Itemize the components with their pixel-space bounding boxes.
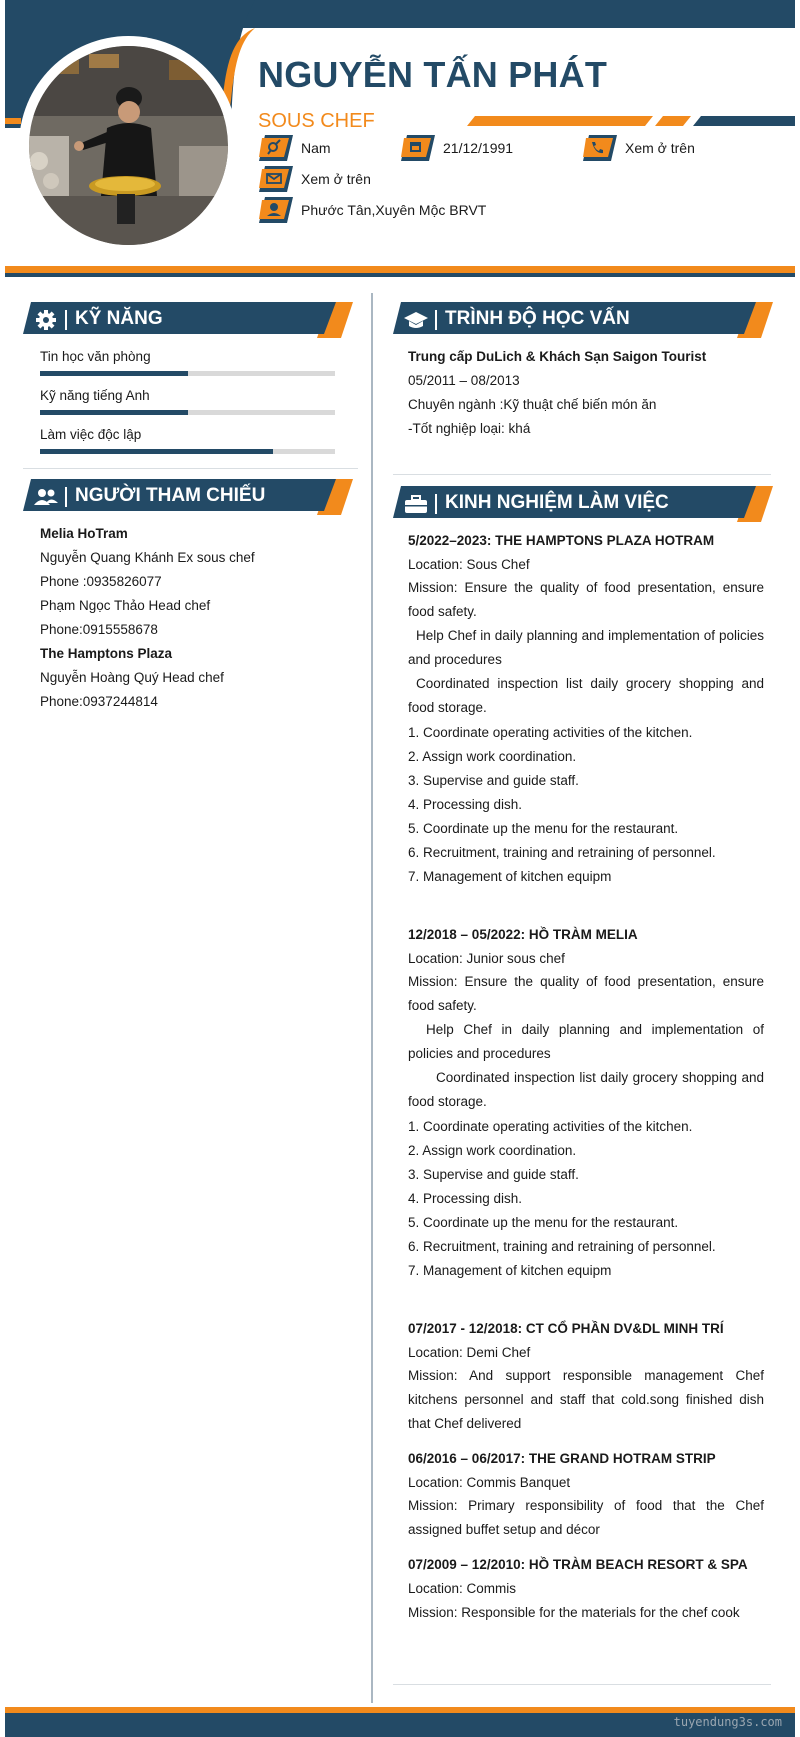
reference-line: Phone:0915558678 [40, 622, 158, 637]
experience-title-text: KINH NGHIỆM LÀM VIỆC [445, 492, 669, 513]
skill-bar [40, 449, 335, 454]
reference-line: Phone:0937244814 [40, 694, 158, 709]
job-inspect: Coordinated inspection list daily grocery shopping and food storage. [408, 1070, 764, 1109]
gender-item [259, 135, 331, 161]
education-title-text: TRÌNH ĐỘ HỌC VẤN [445, 308, 630, 329]
title-separator [65, 310, 67, 330]
references-section-title [23, 479, 353, 515]
email-value: Xem ở trên [301, 171, 371, 187]
job-heading: 07/2017 - 12/2018: CT CỔ PHẦN DV&DL MINH TRÍ [408, 1321, 724, 1336]
reference-line: Phone :0935826077 [40, 574, 162, 589]
education-major: Chuyên ngành :Kỹ thuật chế biến món ăn [408, 397, 657, 412]
section-divider [393, 1684, 771, 1685]
column-divider [371, 293, 373, 1703]
users-icon [33, 485, 59, 509]
reference-line: The Hamptons Plaza [40, 646, 173, 661]
candidate-name: NGUYỄN TẤN PHÁT [258, 54, 608, 95]
experience-section-title [393, 486, 773, 522]
job-task: 1. Coordinate operating activities of the kitchen. [408, 725, 693, 740]
skill-bar [40, 410, 335, 415]
job-mission: Mission: Primary responsibility of food that the Chef assigned buffet setup and décor [408, 1498, 764, 1537]
gear-icon [33, 308, 59, 332]
skills-title-text: KỸ NĂNG [75, 308, 163, 329]
education-section-title [393, 302, 773, 338]
phone-item [583, 135, 695, 161]
skill-bar [40, 371, 335, 376]
job-heading: 06/2016 – 06/2017: THE GRAND HOTRAM STRIP [408, 1451, 716, 1466]
address-value: Phước Tân,Xuyên Mộc BRVT [301, 202, 487, 218]
birthday-value: 21/12/1991 [443, 140, 514, 156]
title-separator [435, 494, 437, 514]
job-inspect: Coordinated inspection list daily grocery shopping and food storage. [408, 676, 764, 715]
job-mission: Mission: Responsible for the materials for the chef cook [408, 1605, 740, 1620]
reference-line: Phạm Ngọc Thảo Head chef [40, 598, 211, 613]
phone-icon [583, 135, 617, 161]
job-task: 2. Assign work coordination. [408, 1143, 577, 1158]
education-grade: -Tốt nghiệp loại: khá [408, 421, 531, 436]
job-heading: 5/2022–2023: THE HAMPTONS PLAZA HOTRAM [408, 533, 715, 548]
birthday-item [401, 135, 513, 161]
job-task: 4. Processing dish. [408, 797, 523, 812]
address-item [259, 197, 486, 223]
job-task: 3. Supervise and guide staff. [408, 1167, 579, 1182]
job-task: 5. Coordinate up the menu for the restaurant. [408, 1215, 679, 1230]
job-task: 2. Assign work coordination. [408, 749, 577, 764]
job-task: 5. Coordinate up the menu for the restaurant. [408, 821, 679, 836]
job-task: 7. Management of kitchen equipm [408, 1263, 612, 1278]
job-help: Help Chef in daily planning and implementation of policies and procedures [408, 1022, 764, 1061]
skill-label: Tin học văn phòng [40, 349, 151, 364]
job-help: Help Chef in daily planning and implementation of policies and procedures [408, 628, 764, 667]
job-location: Location: Commis [408, 1581, 517, 1596]
location-pin-icon [259, 197, 293, 223]
section-divider [23, 468, 358, 469]
email-item [259, 166, 371, 192]
reference-line: Nguyễn Quang Khánh Ex sous chef [40, 550, 255, 565]
job-task: 4. Processing dish. [408, 1191, 523, 1206]
skills-section-title [23, 302, 353, 338]
reference-line: Melia HoTram [40, 526, 128, 541]
profile-photo [29, 46, 228, 245]
job-mission: Mission: Ensure the quality of food presentation, ensure food safety. [408, 974, 764, 1013]
job-task: 3. Supervise and guide staff. [408, 773, 579, 788]
job-task: 6. Recruitment, training and retraining of personnel. [408, 1239, 716, 1254]
education-period: 05/2011 – 08/2013 [408, 373, 520, 388]
skill-bar-fill [40, 410, 188, 415]
skill-bar-fill [40, 449, 273, 454]
title-separator [435, 310, 437, 330]
job-location: Location: Junior sous chef [408, 951, 565, 966]
gender-icon [259, 135, 293, 161]
job-mission: Mission: Ensure the quality of food presentation, ensure food safety. [408, 580, 764, 619]
job-mission: Mission: And support responsible management Chef kitchens personnel and staff that cold.song finished dish that Chef delivered [408, 1368, 764, 1431]
title-separator [65, 487, 67, 507]
phone-value: Xem ở trên [625, 140, 695, 156]
job-task: 7. Management of kitchen equipm [408, 869, 612, 884]
gender-value: Nam [301, 140, 331, 156]
reference-line: Nguyễn Hoàng Quý Head chef [40, 670, 224, 685]
calendar-icon [401, 135, 435, 161]
job-location: Location: Commis Banquet [408, 1475, 571, 1490]
job-location: Location: Demi Chef [408, 1345, 531, 1360]
references-title-text: NGƯỜI THAM CHIẾU [75, 485, 266, 506]
briefcase-icon [403, 492, 429, 516]
job-title: SOUS CHEF [258, 110, 375, 132]
cv-page [5, 0, 795, 1737]
skill-label: Làm việc độc lập [40, 427, 142, 442]
job-task: 1. Coordinate operating activities of the kitchen. [408, 1119, 693, 1134]
skill-bar-fill [40, 371, 188, 376]
graduation-cap-icon [403, 308, 429, 332]
envelope-icon [259, 166, 293, 192]
job-heading: 07/2009 – 12/2010: HỒ TRÀM BEACH RESORT & SPA [408, 1557, 748, 1572]
watermark: tuyendung3s.com [673, 1715, 782, 1729]
job-location: Location: Sous Chef [408, 557, 530, 572]
education-school: Trung cấp DuLich & Khách Sạn Saigon Tourist [408, 349, 707, 364]
job-heading: 12/2018 – 05/2022: HỒ TRÀM MELIA [408, 927, 638, 942]
skill-label: Kỹ năng tiếng Anh [40, 388, 150, 403]
job-task: 6. Recruitment, training and retraining of personnel. [408, 845, 716, 860]
section-divider [393, 474, 771, 475]
